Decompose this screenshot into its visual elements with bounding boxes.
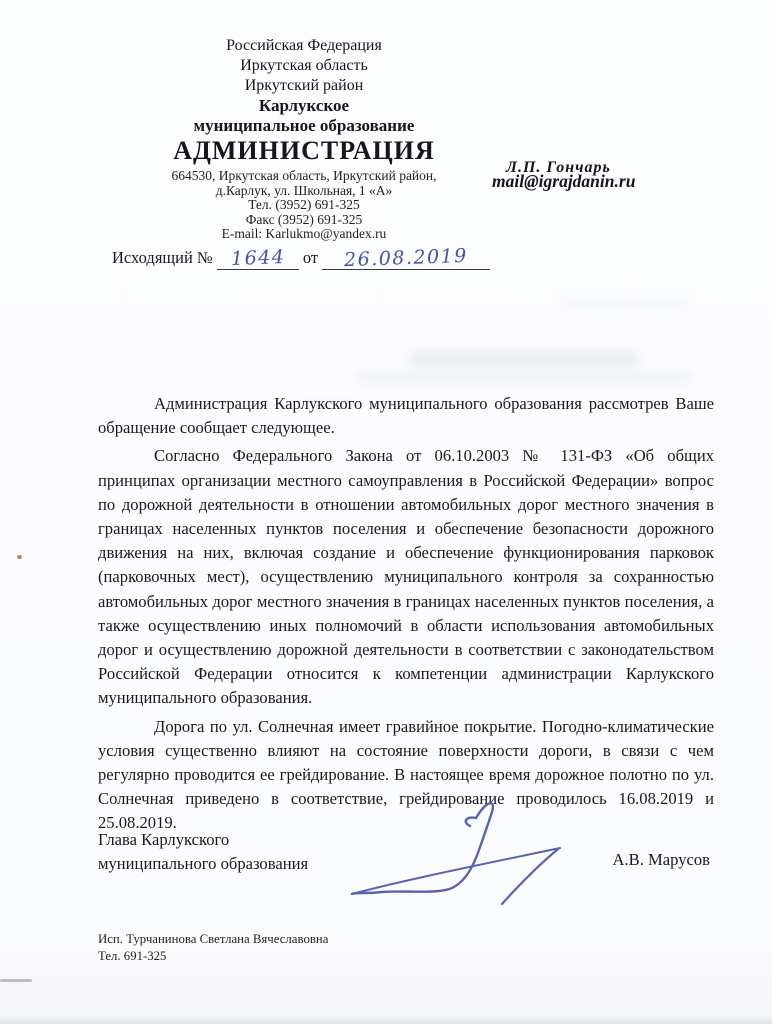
letterhead-district: Иркутский район	[244, 77, 364, 94]
executor-block	[98, 931, 328, 964]
letter-body	[98, 392, 714, 840]
outgoing-date-underline	[322, 246, 490, 270]
outgoing-number-handwritten: 1644	[230, 246, 286, 270]
letterhead-address-line2: д.Карлук, ул. Школьная, 1 «А»	[215, 182, 393, 198]
signer-title-line2: муниципального образования	[98, 854, 309, 873]
letterhead-org-line2: муниципальное образование	[193, 116, 415, 135]
letterhead-phone: Тел. (3952) 691-325	[248, 197, 360, 212]
signature-block	[98, 828, 716, 948]
executor-phone: Тел. 691-325	[98, 948, 167, 963]
outgoing-line	[112, 246, 490, 270]
handwritten-signature-ink	[344, 788, 584, 908]
body-paragraph-2: Согласно Федерального Закона от 06.10.2003 № 131-ФЗ «Об общих принципах организации местного самоуправления в Российской Федерации» вопрос по дорожной деятельности в отношении автомобильных дорог местного значения в границах населенных пунктов поселения и обеспечение безопасности дорожного движения на них, включая создание и обеспечение функционирования парковок (парковочных мест), осуществлению муниципального контроля за сохранностью автомобильных дорог местного значения в границах населенных пунктов поселения, а также осуществлению иных полномочий в области использования автомобильных дорог и осуществлению дорожной деятельности в соответствии с законодательством Российской Федерации относится к компетенции администрации Карлукского муниципального образования.	[98, 446, 714, 708]
erased-text-smudge	[560, 300, 690, 309]
outgoing-date-handwritten: 26.08.2019	[344, 244, 469, 272]
letterhead-org-title: АДМИНИСТРАЦИЯ	[173, 136, 435, 165]
outgoing-ot-label: от	[302, 248, 319, 267]
erased-text-smudge	[356, 372, 692, 383]
scan-edge-mark	[0, 979, 32, 982]
letterhead-country: Российская Федерация	[226, 37, 382, 54]
letterhead-email: E-mail: Karlukmo@yandex.ru	[221, 226, 387, 241]
outgoing-number-underline	[217, 246, 299, 270]
addressee-email: mail@igrajdanin.ru	[492, 171, 636, 191]
letterhead-address-line1: 664530, Иркутская область, Иркутский район,	[171, 168, 437, 183]
letterhead-fax: Факс (3952) 691-325	[245, 211, 363, 227]
outgoing-label: Исходящий №	[112, 248, 213, 267]
letterhead-region: Иркутская область	[240, 57, 368, 74]
erased-text-smudge	[408, 352, 640, 367]
letterhead-org-line1: Карлукское	[258, 96, 350, 115]
signer-name: А.В. Марусов	[612, 850, 710, 869]
ink-speck	[17, 555, 22, 559]
addressee-block	[492, 159, 702, 192]
scan-bottom-shadow	[0, 1016, 772, 1024]
addressee-name-partial: Л.П. Гончарь	[506, 159, 611, 176]
letterhead	[100, 36, 508, 242]
executor-name: Исп. Турчанинова Светлана Вячеславовна	[98, 932, 329, 946]
body-paragraph-3: Дорога по ул. Солнечная имеет гравийное покрытие. Погодно-климатические условия существенно влияют на состояние поверхности дороги, в связи с чем регулярно проводится ее грейдирование. В настоящее время дорожное полотно по ул. Солнечная приведено в соответствие, грейдирование проводилось 16.08.2019 и 25.08.2019.	[98, 716, 714, 833]
signer-title-line1: Глава Карлукского	[98, 830, 230, 849]
body-paragraph-1: Администрация Карлукского муниципального образования рассмотрев Ваше обращение сообщает следующее.	[98, 394, 714, 438]
